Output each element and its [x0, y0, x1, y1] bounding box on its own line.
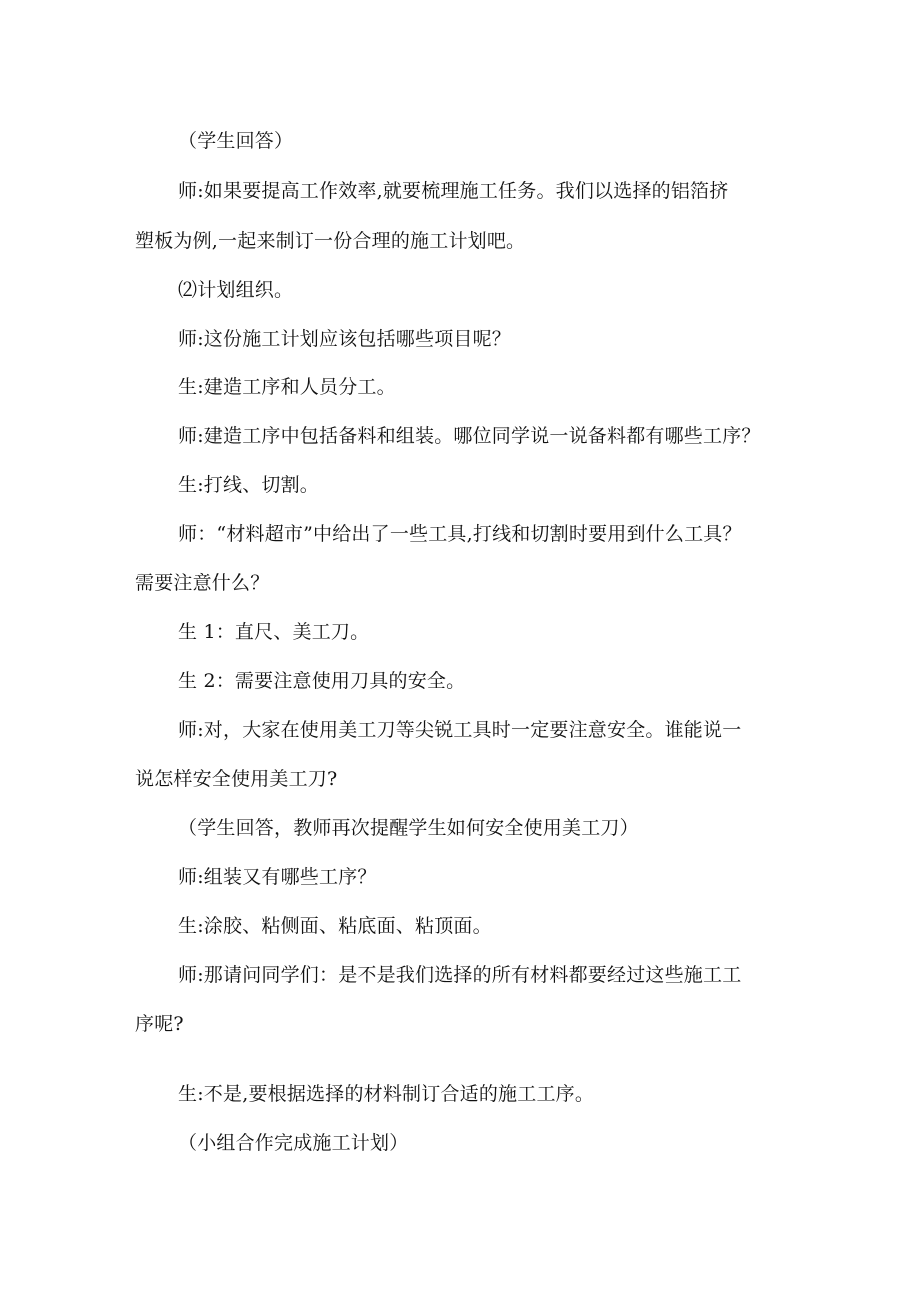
paragraph-teacher-tools-line1: 师：“材料超市”中给出了一些工具,打线和切割时要用到什么工具？ — [178, 523, 742, 545]
paragraph-teacher-assembly: 师:组装又有哪些工序？ — [178, 866, 377, 888]
paragraph-teacher-material-prep: 师:建造工序中包括备料和组装。哪位同学说一说备料都有哪些工序？ — [178, 425, 761, 447]
paragraph-student-assembly: 生:涂胶、粘侧面、粘底面、粘顶面。 — [178, 915, 492, 937]
paragraph-teacher-question-line1: 师:那请问同学们：是不是我们选择的所有材料都要经过这些施工工 — [178, 964, 742, 986]
paragraph-student-answer-1: （学生回答） — [178, 130, 294, 152]
paragraph-student-2-safety: 生 2：需要注意使用刀具的安全。 — [178, 670, 466, 692]
paragraph-teacher-efficiency-line2: 塑板为例,一起来制订一份合理的施工计划吧。 — [135, 230, 526, 252]
paragraph-teacher-safety-line1: 师:对，大家在使用美工刀等尖锐工具时一定要注意安全。谁能说一 — [178, 719, 742, 741]
paragraph-teacher-efficiency-line1: 师:如果要提高工作效率,就要梳理施工任务。我们以选择的铝箔挤 — [178, 180, 729, 202]
paragraph-student-cutting: 生:打线、切割。 — [178, 474, 320, 496]
paragraph-teacher-tools-line2: 需要注意什么？ — [135, 572, 270, 594]
paragraph-student-answer-2: （学生回答，教师再次提醒学生如何安全使用美工刀） — [178, 817, 639, 839]
paragraph-student-1-tools: 生 1：直尺、美工刀。 — [178, 621, 370, 643]
paragraph-group-work: （小组合作完成施工计划） — [178, 1132, 409, 1154]
paragraph-student-process: 生:建造工序和人员分工。 — [178, 376, 396, 398]
paragraph-student-no: 生:不是,要根据选择的材料制订合适的施工工序。 — [178, 1083, 595, 1105]
paragraph-teacher-safety-line2: 说怎样安全使用美工刀? — [135, 768, 338, 790]
section-heading-plan: ⑵计划组织。 — [178, 279, 294, 301]
paragraph-teacher-question-line2: 序呢? — [135, 1013, 184, 1035]
paragraph-teacher-plan-items: 师:这份施工计划应该包括哪些项目呢？ — [178, 328, 512, 350]
